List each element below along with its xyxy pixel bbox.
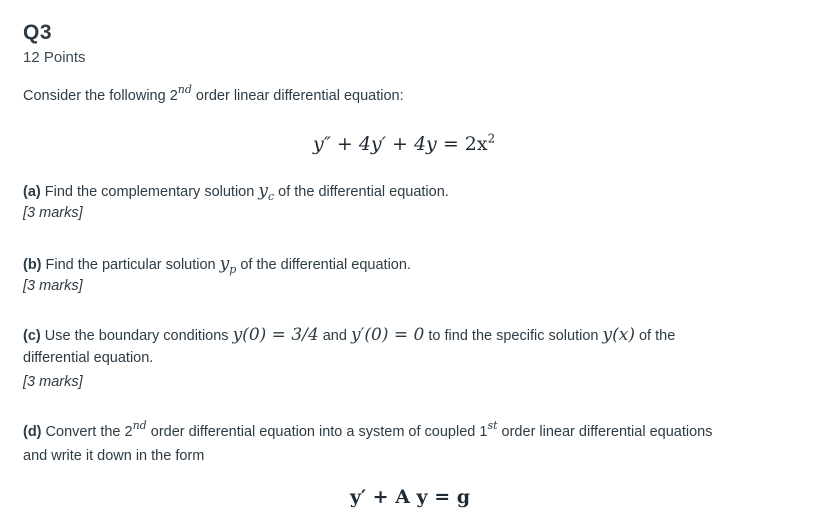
part-d-ordinal-2: st bbox=[487, 419, 498, 432]
part-a-label: (a) bbox=[23, 184, 41, 200]
main-equation-rhs: = 2x bbox=[442, 133, 488, 155]
part-a-marks: [3 marks] bbox=[23, 205, 83, 221]
main-equation bbox=[313, 133, 495, 155]
part-d-line-2: and write it down in the form bbox=[23, 448, 205, 464]
part-d-text-1: Convert the 2 bbox=[41, 424, 133, 440]
part-c-line-2: differential equation. bbox=[23, 350, 154, 366]
part-c-text-3: to find the specific solution bbox=[424, 328, 603, 344]
part-d-ordinal-1: nd bbox=[132, 419, 147, 432]
part-d-text-2: order differential equation into a system of coupled 1 bbox=[146, 424, 488, 440]
part-d-prompt bbox=[23, 419, 713, 440]
part-b-text-after: of the differential equation. bbox=[236, 257, 411, 273]
part-b-marks: [3 marks] bbox=[23, 278, 83, 294]
part-c-condition-1: y(0) = 3/4 bbox=[232, 325, 319, 345]
part-a-prompt bbox=[23, 181, 449, 201]
part-b-label: (b) bbox=[23, 257, 42, 273]
part-c-marks: [3 marks] bbox=[23, 374, 83, 390]
part-d-label: (d) bbox=[23, 424, 42, 440]
part-b-text-before: Find the particular solution bbox=[41, 257, 220, 273]
part-b-subscript: p bbox=[229, 262, 237, 276]
part-c-text-1: Use the boundary conditions bbox=[40, 328, 233, 344]
part-a-text-before: Find the complementary solution bbox=[40, 184, 259, 200]
part-c-text-4: of the bbox=[634, 328, 676, 344]
part-c-text-2: and bbox=[318, 328, 351, 344]
part-b-prompt bbox=[23, 254, 411, 274]
part-c-label: (c) bbox=[23, 328, 41, 344]
part-a-symbol: y bbox=[258, 181, 268, 201]
main-equation-lhs: y″ + 4y′ + 4y bbox=[313, 133, 437, 155]
part-d-text-3: order linear differential equations bbox=[497, 424, 713, 440]
intro-text-after: order linear differential equation: bbox=[191, 88, 404, 104]
intro-text bbox=[23, 83, 404, 104]
part-c-prompt bbox=[23, 325, 675, 345]
intro-text-before: Consider the following 2 bbox=[23, 88, 178, 104]
question-points: 12 Points bbox=[23, 49, 86, 66]
part-c-solution: y(x) bbox=[602, 325, 635, 345]
part-a-text-after: of the differential equation. bbox=[274, 184, 449, 200]
part-c-condition-2: y′(0) = 0 bbox=[350, 325, 425, 345]
intro-ordinal: nd bbox=[177, 83, 192, 96]
part-a-subscript: c bbox=[267, 189, 275, 203]
question-title: Q3 bbox=[23, 21, 53, 44]
main-equation-exponent: 2 bbox=[487, 131, 496, 146]
part-b-symbol: y bbox=[219, 254, 230, 274]
part-d-equation: y′ + A y = g bbox=[350, 486, 471, 508]
